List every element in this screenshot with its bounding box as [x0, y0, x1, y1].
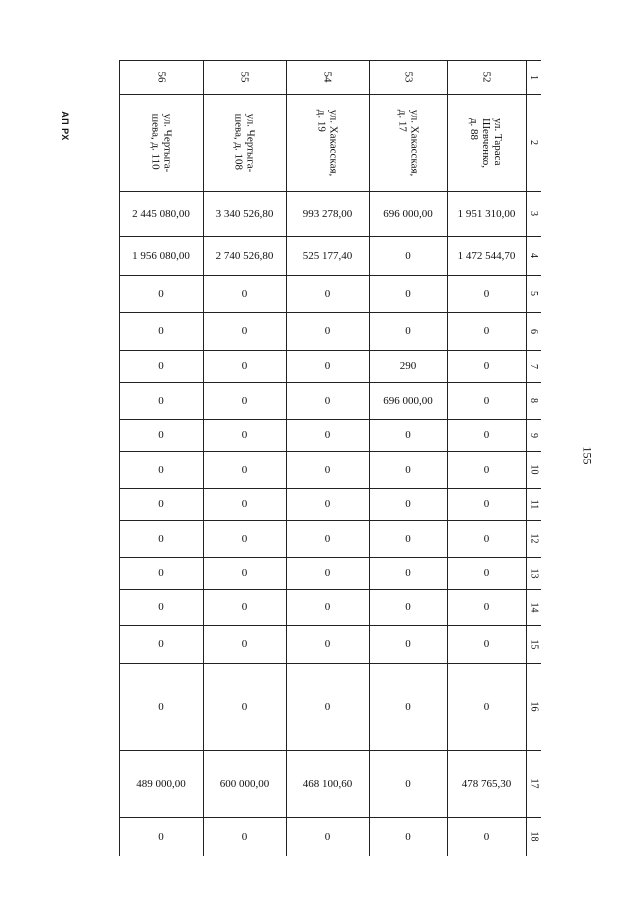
value-text: 0 — [158, 498, 164, 510]
value-cell — [203, 817, 286, 856]
column-number-cell — [526, 663, 541, 750]
value-cell — [286, 382, 369, 419]
value-text: 0 — [241, 325, 248, 337]
value-cell — [286, 191, 369, 236]
address-text: ул. Хакасская, д. 17 — [396, 109, 420, 176]
value-cell — [203, 589, 286, 625]
value-text: 0 — [241, 830, 248, 843]
value-text: 0 — [483, 567, 490, 579]
value-cell — [447, 312, 526, 350]
value-cell — [119, 312, 203, 350]
value-cell — [369, 350, 447, 382]
value-cell — [369, 589, 447, 625]
value-cell — [286, 557, 369, 589]
column-number-cell — [526, 488, 541, 520]
value-cell — [447, 750, 526, 817]
value-text: 0 — [324, 700, 331, 713]
value-text: 0 — [241, 429, 248, 441]
column-number-cell — [526, 382, 541, 419]
value-cell — [447, 625, 526, 663]
value-text: 0 — [405, 700, 411, 713]
value-text: 489 000,00 — [136, 777, 186, 790]
value-text: 0 — [158, 287, 164, 300]
column-number-cell — [526, 419, 541, 451]
column-number: 14 — [528, 602, 539, 612]
value-text: 0 — [158, 463, 164, 476]
value-text: 0 — [405, 777, 411, 790]
value-text: 0 — [324, 325, 331, 337]
value-text: 0 — [158, 325, 164, 337]
column-number-cell — [526, 589, 541, 625]
value-text: 0 — [483, 325, 490, 337]
value-text: 0 — [241, 360, 248, 372]
value-cell — [286, 750, 369, 817]
column-number: 6 — [528, 328, 539, 334]
value-cell — [286, 589, 369, 625]
value-text: 0 — [483, 429, 490, 441]
value-cell — [286, 312, 369, 350]
value-cell — [447, 275, 526, 312]
value-text: 0 — [241, 463, 248, 476]
value-cell — [119, 663, 203, 750]
value-text: 0 — [405, 287, 411, 300]
value-cell — [203, 663, 286, 750]
value-cell — [203, 488, 286, 520]
value-cell — [203, 312, 286, 350]
column-number: 13 — [528, 568, 539, 578]
value-text: 0 — [158, 638, 164, 650]
data-table — [119, 60, 541, 856]
value-text: 0 — [483, 498, 490, 510]
value-cell — [447, 419, 526, 451]
column-number-cell — [526, 94, 541, 191]
value-text: 0 — [483, 601, 490, 613]
value-text: 0 — [158, 429, 164, 441]
value-text: 993 278,00 — [302, 207, 353, 220]
value-text: 0 — [158, 700, 164, 713]
value-cell — [369, 520, 447, 557]
column-number: 5 — [528, 291, 539, 296]
value-text: 290 — [399, 360, 417, 372]
value-cell — [447, 350, 526, 382]
column-number-cell — [526, 451, 541, 488]
value-text: 0 — [483, 638, 490, 650]
column-number-cell — [526, 557, 541, 589]
value-text: 0 — [483, 532, 490, 545]
column-number: 3 — [528, 211, 539, 216]
column-number: 1 — [528, 74, 539, 80]
value-text: 0 — [405, 638, 411, 650]
value-text: 0 — [405, 429, 411, 441]
value-cell — [203, 750, 286, 817]
column-number-cell — [526, 275, 541, 312]
value-cell — [286, 236, 369, 275]
value-cell — [286, 275, 369, 312]
address-cell — [286, 94, 369, 191]
address-cell — [119, 94, 203, 191]
value-text: 0 — [158, 360, 164, 372]
value-text: 0 — [324, 830, 331, 843]
column-number-cell — [526, 191, 541, 236]
value-text: 0 — [324, 601, 331, 613]
value-cell — [286, 488, 369, 520]
value-text: 0 — [405, 567, 411, 579]
value-cell — [203, 520, 286, 557]
value-cell — [203, 350, 286, 382]
value-text: 0 — [324, 638, 331, 650]
value-text: 0 — [483, 360, 490, 372]
column-number: 4 — [528, 253, 539, 258]
value-text: 0 — [483, 830, 490, 843]
column-number: 10 — [528, 464, 539, 475]
value-text: 0 — [324, 429, 331, 441]
column-number: 7 — [528, 363, 539, 369]
value-text: 525 177,40 — [302, 249, 353, 262]
value-cell — [119, 191, 203, 236]
value-cell — [119, 589, 203, 625]
value-text: 1 472 544,70 — [457, 249, 516, 262]
column-number-cell — [526, 520, 541, 557]
value-cell — [369, 625, 447, 663]
row-number-cell — [119, 60, 203, 94]
archive-stamp-text: АП РХ — [60, 111, 71, 141]
value-cell — [447, 520, 526, 557]
address-cell — [369, 94, 447, 191]
value-cell — [369, 663, 447, 750]
value-text: 0 — [241, 638, 248, 650]
value-cell — [119, 750, 203, 817]
value-text: 0 — [158, 532, 164, 545]
value-cell — [369, 236, 447, 275]
value-cell — [447, 451, 526, 488]
value-text: 0 — [405, 249, 411, 262]
value-text: 1 951 310,00 — [457, 207, 516, 220]
value-text: 0 — [405, 463, 411, 476]
value-text: 0 — [324, 360, 331, 372]
value-cell — [203, 557, 286, 589]
value-cell — [119, 520, 203, 557]
row-number: 56 — [155, 71, 167, 83]
row-number-cell — [369, 60, 447, 94]
value-text: 0 — [324, 287, 331, 300]
value-text: 0 — [483, 463, 490, 476]
row-number-cell — [203, 60, 286, 94]
value-cell — [447, 382, 526, 419]
value-cell — [119, 488, 203, 520]
value-cell — [203, 382, 286, 419]
column-number: 11 — [527, 499, 539, 509]
column-number: 9 — [528, 432, 539, 438]
value-cell — [203, 275, 286, 312]
value-cell — [369, 382, 447, 419]
row-number: 54 — [321, 71, 334, 83]
value-cell — [369, 488, 447, 520]
value-cell — [119, 557, 203, 589]
row-number: 55 — [238, 71, 251, 83]
value-text: 600 000,00 — [219, 777, 270, 790]
value-cell — [369, 557, 447, 589]
column-number: 15 — [528, 639, 539, 649]
value-cell — [203, 419, 286, 451]
value-text: 0 — [158, 567, 164, 579]
value-cell — [447, 191, 526, 236]
archive-stamp — [56, 96, 74, 156]
value-text: 0 — [405, 601, 411, 613]
column-number-cell — [526, 750, 541, 817]
value-cell — [286, 663, 369, 750]
value-cell — [369, 275, 447, 312]
address-text: ул. Чертыга- шева, д. 108 — [232, 113, 257, 172]
value-cell — [119, 382, 203, 419]
value-cell — [286, 520, 369, 557]
value-text: 0 — [158, 394, 164, 407]
column-number: 16 — [528, 701, 539, 712]
value-cell — [203, 191, 286, 236]
value-text: 0 — [241, 394, 248, 407]
value-text: 0 — [324, 532, 331, 545]
value-cell — [447, 557, 526, 589]
column-number: 12 — [528, 533, 539, 544]
value-text: 696 000,00 — [383, 394, 433, 407]
value-text: 468 100,60 — [302, 777, 353, 790]
value-text: 0 — [241, 700, 248, 713]
value-text: 0 — [158, 601, 164, 613]
value-cell — [447, 589, 526, 625]
value-cell — [119, 236, 203, 275]
value-text: 0 — [324, 463, 331, 476]
column-number-cell — [526, 236, 541, 275]
value-text: 0 — [405, 498, 411, 510]
column-number-cell — [526, 312, 541, 350]
column-number-cell — [526, 60, 541, 94]
value-cell — [119, 625, 203, 663]
value-text: 478 765,30 — [461, 777, 512, 790]
value-text: 0 — [241, 287, 248, 300]
value-cell — [203, 236, 286, 275]
column-number: 18 — [528, 831, 539, 842]
value-cell — [369, 312, 447, 350]
value-cell — [447, 663, 526, 750]
value-text: 0 — [324, 567, 331, 579]
row-number-cell — [286, 60, 369, 94]
value-cell — [286, 817, 369, 856]
address-cell — [203, 94, 286, 191]
value-text: 2 740 526,80 — [215, 249, 274, 262]
column-number-cell — [526, 625, 541, 663]
value-cell — [369, 419, 447, 451]
value-text: 0 — [405, 325, 411, 337]
value-cell — [369, 191, 447, 236]
value-cell — [203, 625, 286, 663]
page-number — [576, 440, 598, 470]
value-text: 1 956 080,00 — [132, 249, 190, 262]
row-number-cell — [447, 60, 526, 94]
value-cell — [286, 350, 369, 382]
value-cell — [447, 236, 526, 275]
value-cell — [119, 419, 203, 451]
value-text: 0 — [405, 830, 411, 843]
column-number: 2 — [528, 140, 539, 145]
column-number: 8 — [528, 398, 539, 403]
value-text: 0 — [241, 498, 248, 510]
value-text: 696 000,00 — [383, 207, 433, 220]
value-cell — [119, 451, 203, 488]
address-text: ул. Хакасская, д. 19 — [315, 109, 340, 176]
column-number: 17 — [528, 778, 539, 789]
value-cell — [286, 419, 369, 451]
value-text: 0 — [241, 532, 248, 545]
value-cell — [286, 625, 369, 663]
address-text: ул. Чертыга- шева, д. 110 — [149, 113, 173, 172]
value-text: 0 — [483, 394, 490, 407]
value-text: 0 — [241, 601, 248, 613]
page-number-text: 155 — [580, 446, 595, 464]
value-text: 0 — [483, 287, 490, 300]
value-cell — [119, 817, 203, 856]
row-number: 53 — [402, 71, 414, 83]
value-text: 0 — [483, 700, 490, 713]
value-text: 0 — [241, 567, 248, 579]
address-cell — [447, 94, 526, 191]
value-cell — [119, 275, 203, 312]
value-cell — [447, 488, 526, 520]
value-cell — [286, 451, 369, 488]
value-text: 0 — [324, 498, 331, 510]
value-cell — [203, 451, 286, 488]
value-text: 0 — [405, 532, 411, 545]
value-text: 0 — [324, 394, 331, 407]
column-number-cell — [526, 350, 541, 382]
value-text: 3 340 526,80 — [215, 207, 274, 220]
value-cell — [369, 451, 447, 488]
value-cell — [447, 817, 526, 856]
value-text: 2 445 080,00 — [132, 207, 190, 220]
value-cell — [119, 350, 203, 382]
column-number-cell — [526, 817, 541, 856]
address-text: ул. Тараса Шевченко, д. 88 — [468, 117, 505, 168]
value-cell — [369, 817, 447, 856]
row-number: 52 — [480, 71, 493, 83]
value-cell — [369, 750, 447, 817]
value-text: 0 — [158, 830, 164, 843]
